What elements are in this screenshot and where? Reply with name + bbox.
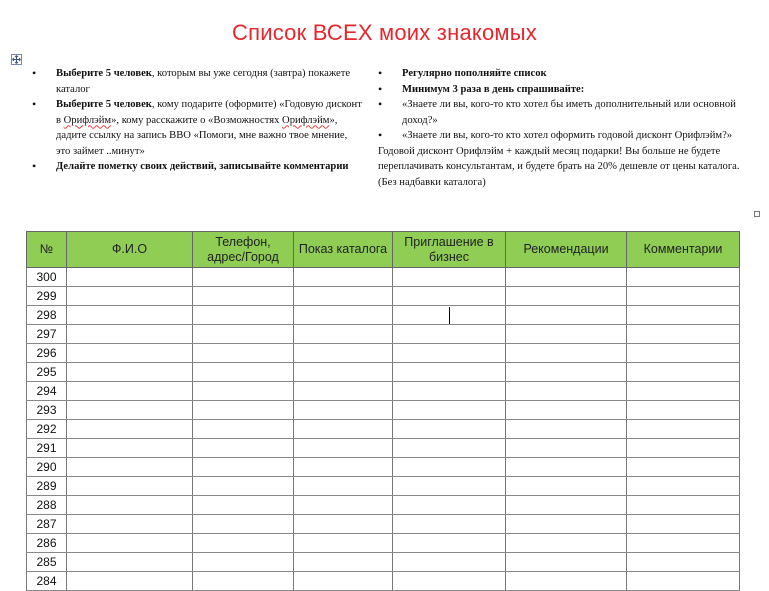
table-row: [27, 287, 740, 306]
row-number: 284: [27, 572, 67, 591]
table-row: [27, 363, 740, 382]
instruction-text: , кому подарите (оформите) «Годовую дисконт в: [56, 99, 362, 126]
table-row: [27, 496, 740, 515]
table-row: [27, 420, 740, 439]
comments-cell[interactable]: [627, 363, 740, 382]
recommend-cell[interactable]: [506, 458, 627, 477]
misspelled-word: Орифлэйм: [63, 114, 112, 126]
recommend-cell[interactable]: [506, 534, 627, 553]
row-number: 295: [27, 363, 67, 382]
recommend-cell[interactable]: [506, 268, 627, 287]
instruction-item: • «Знаете ли вы, кого-то кто хотел оформить годовой дисконт Орифлэйм?»: [378, 128, 744, 144]
phone-cell[interactable]: [193, 306, 294, 325]
instruction-item: [32, 159, 364, 175]
table-row: [27, 515, 740, 534]
name-cell[interactable]: [67, 287, 193, 306]
row-number: 290: [27, 458, 67, 477]
phone-cell[interactable]: [193, 344, 294, 363]
table-row: [27, 458, 740, 477]
comments-cell[interactable]: [627, 382, 740, 401]
table-header-row: [27, 232, 740, 268]
catalog-cell[interactable]: [294, 287, 393, 306]
recommend-cell[interactable]: [506, 553, 627, 572]
recommend-cell[interactable]: [506, 401, 627, 420]
instruction-bold: Выберите 5 человек: [56, 99, 152, 110]
name-cell[interactable]: [67, 420, 193, 439]
instruction-text: , которым вы уже сегодня (завтра) покажете каталог: [56, 68, 351, 95]
invite-cell[interactable]: [393, 363, 506, 382]
contacts-table: [26, 231, 740, 591]
row-number: 294: [27, 382, 67, 401]
comments-cell[interactable]: [627, 287, 740, 306]
catalog-cell[interactable]: [294, 420, 393, 439]
row-number: 289: [27, 477, 67, 496]
name-cell[interactable]: [67, 439, 193, 458]
invite-cell[interactable]: [393, 420, 506, 439]
instruction-bold: Регулярно пополняйте список: [402, 68, 547, 79]
comments-cell[interactable]: [627, 458, 740, 477]
instruction-item: [32, 97, 364, 159]
phone-cell[interactable]: [193, 401, 294, 420]
name-cell[interactable]: [67, 515, 193, 534]
phone-cell[interactable]: [193, 458, 294, 477]
catalog-cell[interactable]: [294, 268, 393, 287]
catalog-cell[interactable]: [294, 477, 393, 496]
col-header-invite: Приглашение в бизнес: [393, 232, 506, 268]
table-move-handle-icon[interactable]: [11, 54, 22, 65]
invite-cell[interactable]: [393, 553, 506, 572]
row-number: 287: [27, 515, 67, 534]
phone-cell[interactable]: [193, 420, 294, 439]
catalog-cell[interactable]: [294, 515, 393, 534]
recommend-cell[interactable]: [506, 382, 627, 401]
row-number: 285: [27, 553, 67, 572]
comments-cell[interactable]: [627, 401, 740, 420]
table-row: [27, 477, 740, 496]
recommend-cell[interactable]: [506, 477, 627, 496]
catalog-cell[interactable]: [294, 401, 393, 420]
recommend-cell[interactable]: [506, 439, 627, 458]
phone-cell[interactable]: [193, 268, 294, 287]
recommend-cell[interactable]: [506, 515, 627, 534]
row-number: 292: [27, 420, 67, 439]
comments-cell[interactable]: [627, 515, 740, 534]
invite-cell[interactable]: [393, 401, 506, 420]
phone-cell[interactable]: [193, 534, 294, 553]
comments-cell[interactable]: [627, 477, 740, 496]
misspelled-word: Орифлэйм: [282, 114, 330, 126]
instruction-bold: Выберите 5 человек: [56, 68, 152, 79]
table-row: [27, 306, 740, 325]
row-number: 291: [27, 439, 67, 458]
col-header-catalog: Показ каталога: [294, 232, 393, 268]
name-cell[interactable]: [67, 268, 193, 287]
table-body: [27, 268, 740, 591]
discount-paragraph: Годовой дисконт Орифлэйм + каждый месяц подарки! Вы больше не будете переплачивать консультантам, и будете брать на 20% дешевле от цены каталога. (Без надбавки каталога): [378, 145, 740, 188]
name-cell[interactable]: [67, 306, 193, 325]
invite-cell[interactable]: [393, 344, 506, 363]
name-cell[interactable]: [67, 382, 193, 401]
invite-cell[interactable]: [393, 458, 506, 477]
instruction-bold: Минимум 3 раза в день спрашивайте:: [402, 83, 585, 95]
row-number: 293: [27, 401, 67, 420]
invite-cell[interactable]: [393, 268, 506, 287]
recommend-cell[interactable]: [506, 496, 627, 515]
name-cell[interactable]: [67, 458, 193, 477]
row-number: 297: [27, 325, 67, 344]
text-cursor: [449, 307, 450, 324]
comments-cell[interactable]: [627, 534, 740, 553]
name-cell[interactable]: [67, 401, 193, 420]
row-number: 298: [27, 306, 67, 325]
catalog-cell[interactable]: [294, 553, 393, 572]
row-number: 286: [27, 534, 67, 553]
phone-cell[interactable]: [193, 325, 294, 344]
page-title: Список ВСЕХ моих знакомых: [232, 20, 537, 45]
name-cell[interactable]: [67, 344, 193, 363]
catalog-cell[interactable]: [294, 344, 393, 363]
col-header-phone: Телефон, адрес/Город: [193, 232, 294, 268]
instruction-item: • «Знаете ли вы, кого-то кто хотел бы иметь дополнительный или основной доход?»: [378, 97, 744, 128]
comments-cell[interactable]: [627, 496, 740, 515]
catalog-cell[interactable]: [294, 458, 393, 477]
catalog-cell[interactable]: [294, 496, 393, 515]
instructions-left: [32, 66, 364, 175]
recommend-cell[interactable]: [506, 344, 627, 363]
resize-handle[interactable]: [754, 211, 760, 217]
instruction-item: [32, 66, 364, 97]
table-row: [27, 268, 740, 287]
table-row: [27, 344, 740, 363]
table-row: [27, 439, 740, 458]
name-cell[interactable]: [67, 496, 193, 515]
recommend-cell[interactable]: [506, 363, 627, 382]
col-header-name: Ф.И.О: [67, 232, 193, 268]
row-number: 288: [27, 496, 67, 515]
col-header-num: №: [27, 232, 67, 268]
catalog-cell[interactable]: [294, 534, 393, 553]
col-header-comments: Комментарии: [627, 232, 740, 268]
name-cell[interactable]: [67, 534, 193, 553]
invite-cell[interactable]: [393, 439, 506, 458]
table-row: [27, 401, 740, 420]
recommend-cell[interactable]: [506, 325, 627, 344]
table-row: [27, 382, 740, 401]
comments-cell[interactable]: [627, 325, 740, 344]
invite-cell[interactable]: [393, 325, 506, 344]
instruction-item: [378, 82, 744, 98]
catalog-cell[interactable]: [294, 306, 393, 325]
catalog-cell[interactable]: [294, 382, 393, 401]
table-row: [27, 534, 740, 553]
catalog-cell[interactable]: [294, 363, 393, 382]
phone-cell[interactable]: [193, 439, 294, 458]
invite-cell[interactable]: [393, 496, 506, 515]
row-number: 296: [27, 344, 67, 363]
phone-cell[interactable]: [193, 477, 294, 496]
instruction-item: [378, 66, 744, 82]
invite-cell[interactable]: [393, 515, 506, 534]
phone-cell[interactable]: [193, 363, 294, 382]
name-cell[interactable]: [67, 363, 193, 382]
recommend-cell[interactable]: [506, 287, 627, 306]
phone-cell[interactable]: [193, 553, 294, 572]
comments-cell[interactable]: [627, 553, 740, 572]
recommend-cell[interactable]: [506, 306, 627, 325]
instructions-right: [378, 66, 744, 190]
comments-cell[interactable]: [627, 344, 740, 363]
table-row: [27, 553, 740, 572]
comments-cell[interactable]: [627, 306, 740, 325]
comments-cell[interactable]: [627, 439, 740, 458]
phone-cell[interactable]: [193, 382, 294, 401]
comments-cell[interactable]: [627, 420, 740, 439]
row-number: 299: [27, 287, 67, 306]
instruction-bold: Делайте пометку своих действий, записывайте комментарии: [56, 161, 349, 172]
instruction-text: », дадите ссылку на запись ВВО «Помоги, мне важно твое мнение, это займет ..минут»: [56, 114, 348, 157]
row-number: 300: [27, 268, 67, 287]
name-cell[interactable]: [67, 325, 193, 344]
phone-cell[interactable]: [193, 496, 294, 515]
phone-cell[interactable]: [193, 515, 294, 534]
name-cell[interactable]: [67, 477, 193, 496]
col-header-recommend: Рекомендации: [506, 232, 627, 268]
catalog-cell[interactable]: [294, 325, 393, 344]
recommend-cell[interactable]: [506, 420, 627, 439]
phone-cell[interactable]: [193, 287, 294, 306]
instruction-text: », кому расскажите о «Возможностях: [111, 114, 283, 126]
catalog-cell[interactable]: [294, 439, 393, 458]
invite-cell[interactable]: [393, 287, 506, 306]
invite-cell[interactable]: [393, 382, 506, 401]
comments-cell[interactable]: [627, 268, 740, 287]
table-row: [27, 325, 740, 344]
invite-cell[interactable]: [393, 534, 506, 553]
invite-cell[interactable]: [393, 477, 506, 496]
name-cell[interactable]: [67, 553, 193, 572]
